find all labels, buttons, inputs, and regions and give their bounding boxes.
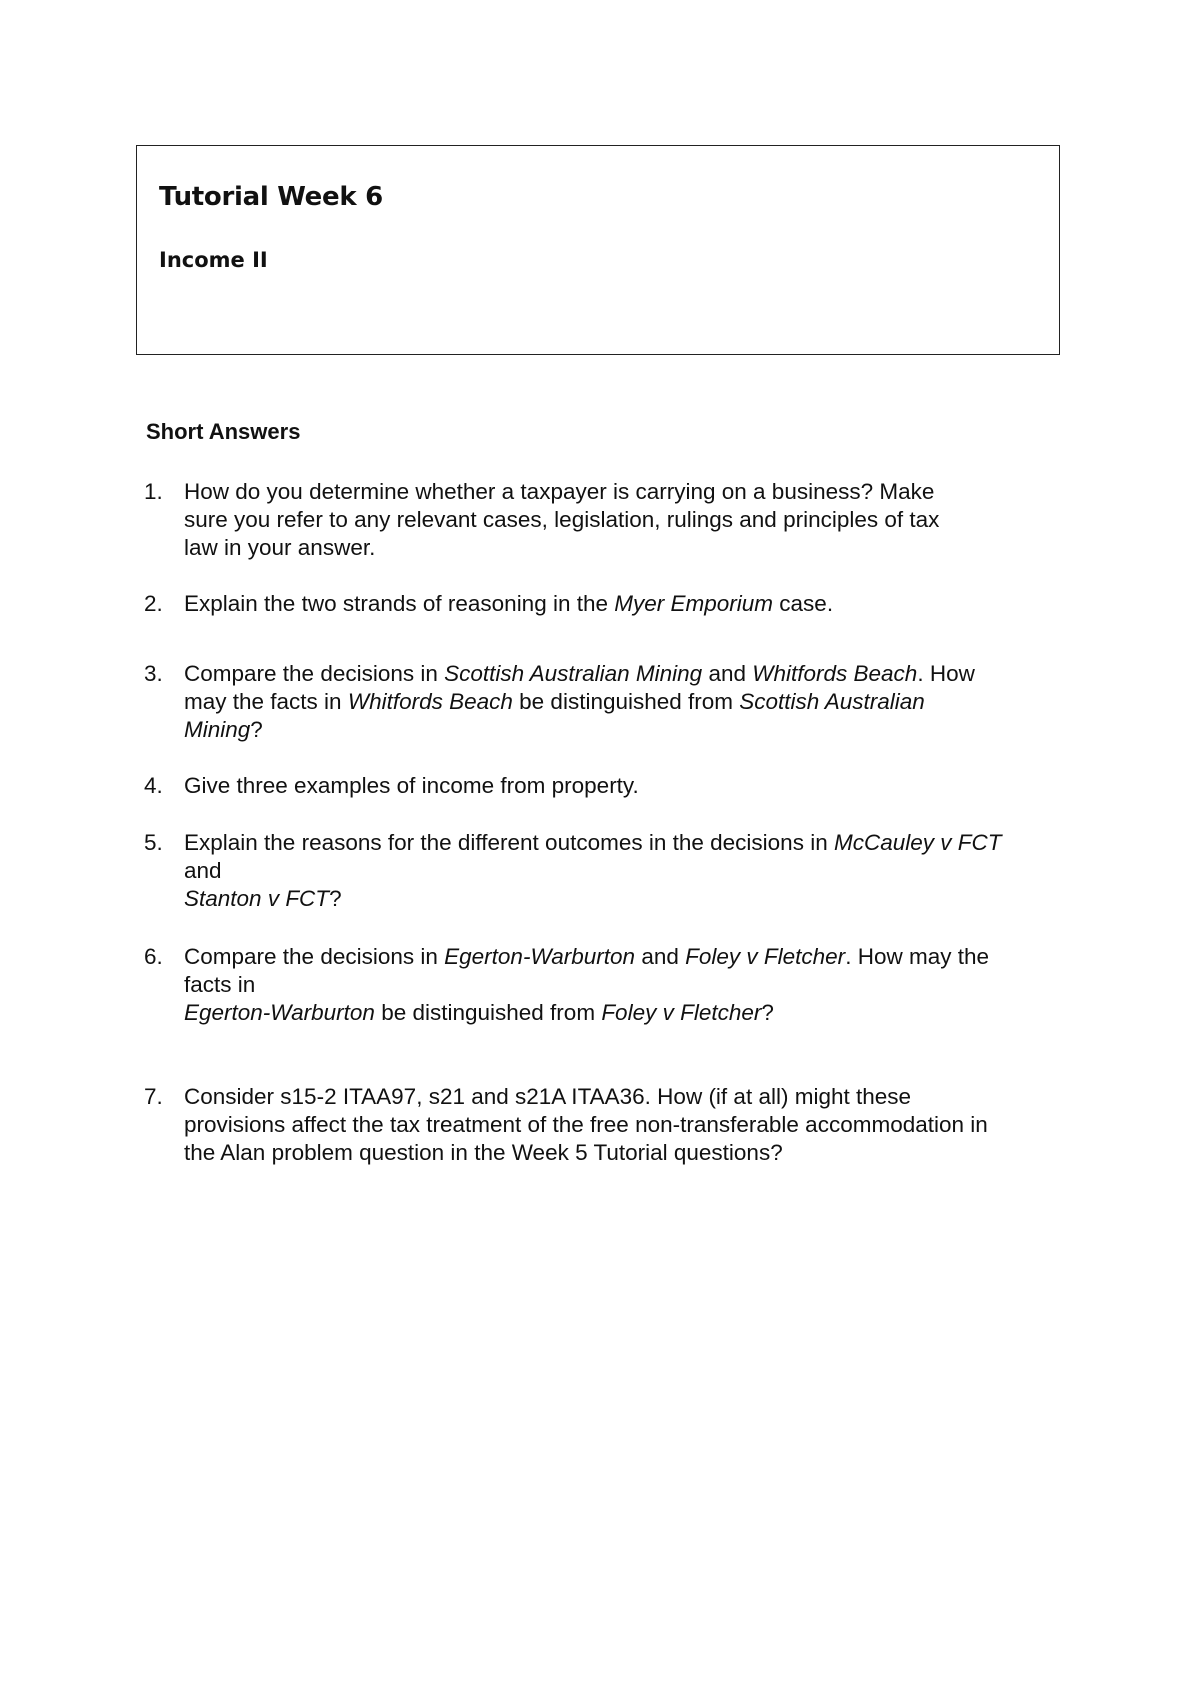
question-number: 4.: [144, 773, 163, 798]
case-name: Foley v Fletcher: [601, 1000, 762, 1025]
question-7: [144, 1083, 1084, 1167]
question-number: 5.: [144, 830, 163, 855]
case-name: Scottish Australian: [739, 689, 925, 714]
question-5: [144, 829, 1084, 913]
text-run: and: [635, 944, 686, 969]
question-text-line: [184, 885, 1084, 913]
question-text-line: How do you determine whether a taxpayer is carrying on a business? Make: [184, 479, 935, 504]
question-number: 3.: [144, 661, 163, 686]
text-run: . How: [917, 661, 975, 686]
case-name: Mining: [184, 717, 251, 742]
question-number: 6.: [144, 944, 163, 969]
case-name: Whitfords Beach: [752, 661, 918, 686]
text-run: Compare the decisions in: [184, 661, 445, 686]
question-text-line: [184, 660, 1084, 688]
page-title: Tutorial Week 6: [159, 182, 383, 212]
case-name: Foley v Fletcher: [685, 944, 846, 969]
question-3: [144, 660, 1084, 744]
case-name: Egerton-Warburton: [184, 1000, 375, 1025]
question-text-line: sure you refer to any relevant cases, legislation, rulings and principles of tax: [184, 507, 940, 532]
case-name: Scottish Australian Mining: [444, 661, 703, 686]
text-run: ?: [250, 717, 263, 742]
question-text-line: law in your answer.: [184, 535, 376, 560]
question-text-line: and: [184, 858, 222, 883]
question-number: 1.: [144, 479, 163, 504]
text-run: case.: [773, 591, 834, 616]
question-text-line: facts in: [184, 972, 256, 997]
case-name: Stanton v FCT: [184, 886, 330, 911]
question-text-line: [184, 590, 1084, 618]
text-run: ?: [761, 1000, 774, 1025]
section-heading: Short Answers: [146, 419, 301, 444]
case-name: Egerton-Warburton: [444, 944, 636, 969]
question-text-line: Consider s15-2 ITAA97, s21 and s21A ITAA36. How (if at all) might these: [184, 1084, 912, 1109]
question-text-line: [184, 688, 1084, 716]
case-name: McCauley v FCT: [833, 830, 1002, 855]
question-6: [144, 943, 1084, 1027]
text-run: . How may the: [845, 944, 989, 969]
title-box: [136, 145, 1060, 355]
text-run: Explain the two strands of reasoning in the: [184, 591, 615, 616]
question-text-line: the Alan problem question in the Week 5 Tutorial questions?: [184, 1140, 783, 1165]
text-run: may the facts in: [184, 689, 348, 714]
text-run: be distinguished from: [374, 1000, 602, 1025]
question-text-line: Give three examples of income from property.: [184, 773, 639, 798]
question-text-line: [184, 943, 1084, 971]
question-text-line: [184, 999, 1084, 1027]
question-number: 7.: [144, 1084, 163, 1109]
question-1: [144, 478, 1084, 562]
page-subtitle: Income II: [159, 248, 268, 272]
case-name: Myer Emporium: [614, 591, 774, 616]
question-text-line: [184, 829, 1084, 857]
text-run: Compare the decisions in: [184, 944, 445, 969]
text-run: ?: [329, 886, 342, 911]
case-name: Whitfords Beach: [347, 689, 513, 714]
text-run: Explain the reasons for the different outcomes in the decisions in: [184, 830, 834, 855]
text-run: be distinguished from: [512, 689, 740, 714]
text-run: and: [702, 661, 753, 686]
question-4: [144, 772, 1084, 800]
question-text-line: provisions affect the tax treatment of the free non-transferable accommodation in: [184, 1112, 988, 1137]
question-text-line: [184, 716, 1084, 744]
question-number: 2.: [144, 591, 163, 616]
question-2: [144, 590, 1084, 618]
